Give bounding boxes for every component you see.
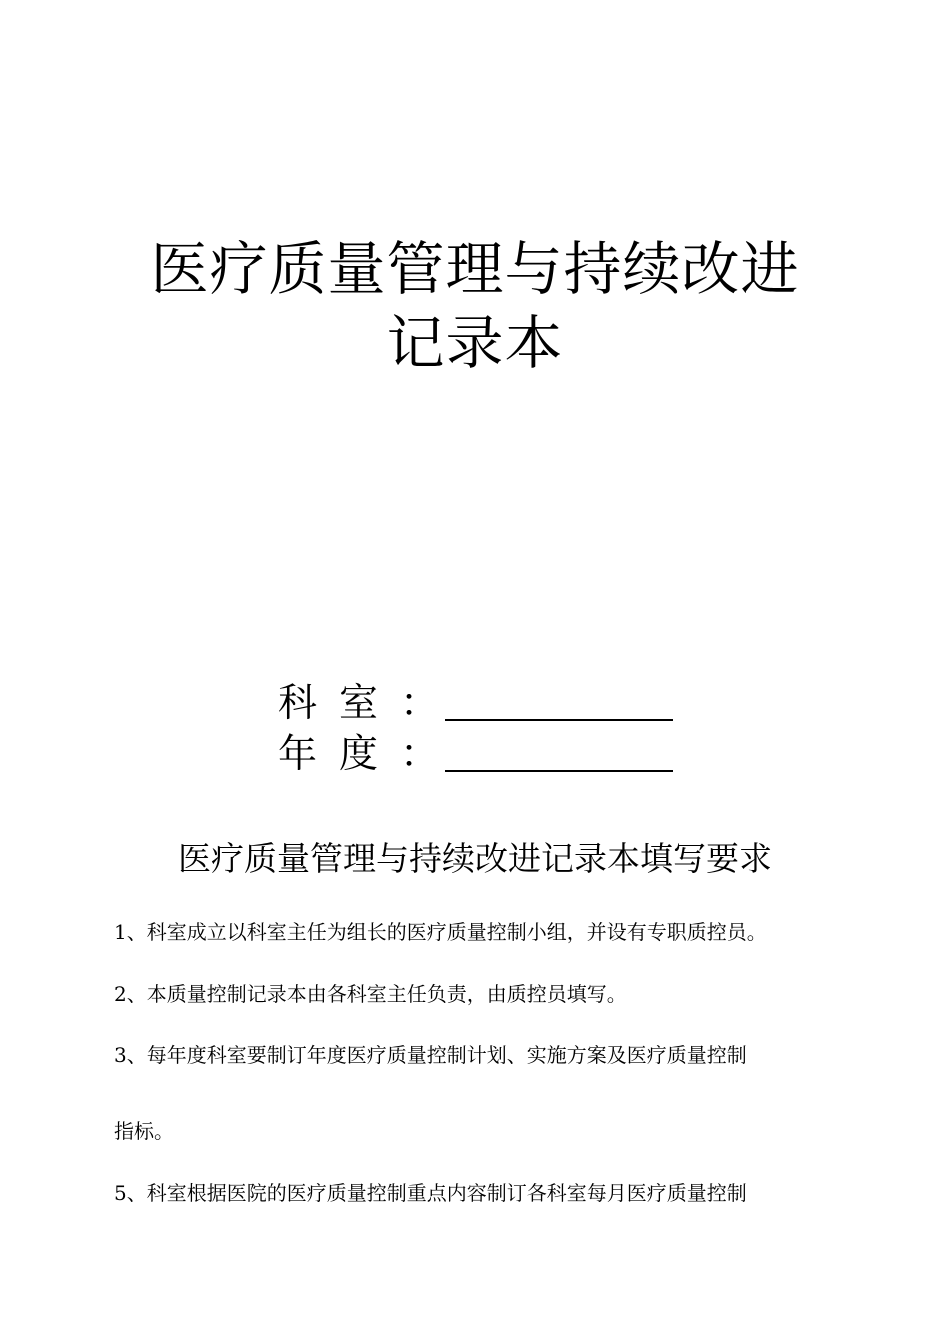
cover-title-line-2: 记录本: [386, 309, 564, 377]
year-label-colon: ：: [399, 731, 439, 777]
requirements-heading: 医疗质量管理与持续改进记录本填写要求: [178, 839, 772, 878]
department-label-char-2: 室: [338, 680, 378, 726]
cover-title-line-1: 医疗质量管理与持续改进: [150, 235, 800, 303]
requirement-item-5: 5、科室根据医院的医疗质量控制重点内容制订各科室每月医疗质量控制: [114, 1181, 747, 1205]
department-field: [278, 680, 678, 726]
year-label: [278, 731, 439, 777]
requirement-item-3-continued: 指标。: [114, 1119, 174, 1143]
department-blank-line: [445, 719, 673, 721]
department-label-char-1: 科: [278, 680, 318, 726]
requirement-item-1: 1、科室成立以科室主任为组长的医疗质量控制小组，并设有专职质控员。: [114, 920, 767, 944]
requirement-item-3: 3、每年度科室要制订年度医疗质量控制计划、实施方案及医疗质量控制: [114, 1043, 747, 1067]
requirement-item-2: 2、本质量控制记录本由各科室主任负责，由质控员填写。: [114, 982, 627, 1006]
year-field: [278, 731, 678, 777]
department-label-colon: ：: [399, 680, 439, 726]
year-label-char-1: 年: [278, 731, 318, 777]
department-label: [278, 680, 439, 726]
year-label-char-2: 度: [338, 731, 378, 777]
year-blank-line: [445, 770, 673, 772]
